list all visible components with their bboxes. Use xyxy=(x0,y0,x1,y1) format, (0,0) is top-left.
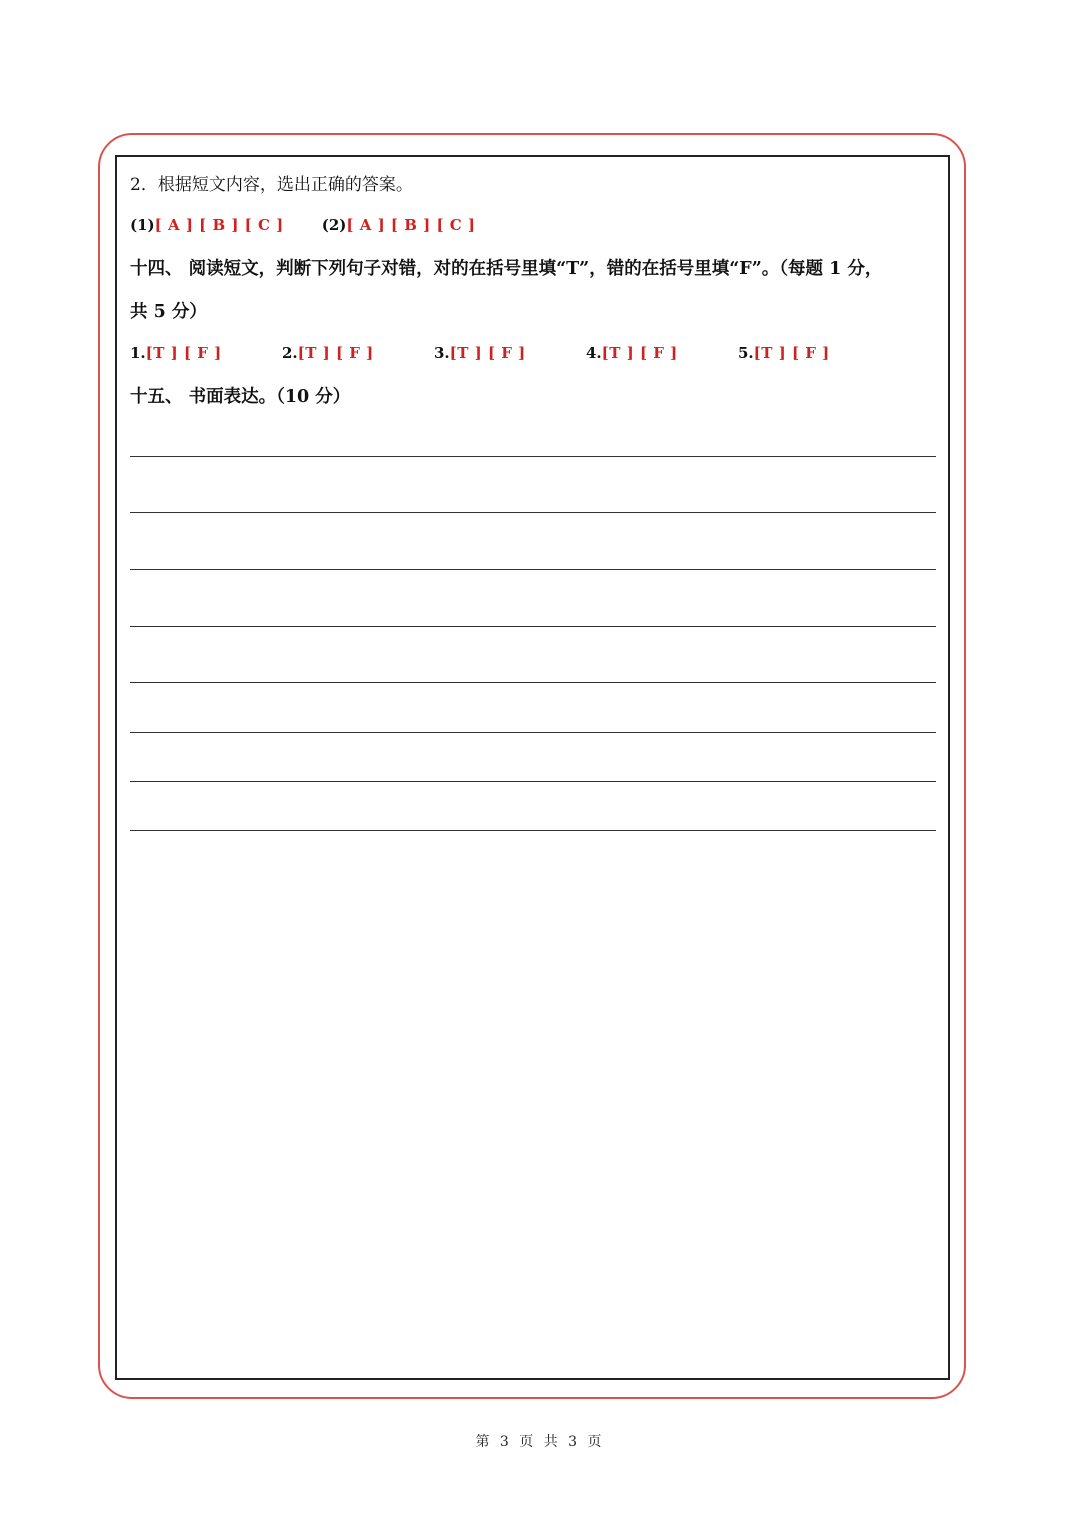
section-14-heading-cont: 共 5 分） xyxy=(130,302,207,322)
writing-line[interactable] xyxy=(130,626,936,627)
tf-item-2[interactable] xyxy=(282,344,434,362)
choice-number: (2) xyxy=(321,216,347,234)
writing-line[interactable] xyxy=(130,732,936,733)
choice-item-2[interactable] xyxy=(322,216,476,234)
tf-options[interactable]: [T ] [ F ] xyxy=(601,344,678,362)
tf-number: 5. xyxy=(738,344,754,362)
choice-item-1[interactable] xyxy=(130,216,284,234)
true-false-row xyxy=(130,344,890,362)
tf-item-3[interactable] xyxy=(434,344,586,362)
answer-sheet-inner-border xyxy=(115,155,950,1380)
tf-item-5[interactable] xyxy=(738,344,890,362)
section-14-heading: 十四、 阅读短文，判断下列句子对错，对的在括号里填“T”，错的在括号里填“F”。（每题 1 分， xyxy=(130,259,883,279)
tf-item-4[interactable] xyxy=(586,344,738,362)
tf-options[interactable]: [T ] [ F ] xyxy=(145,344,222,362)
tf-options[interactable]: [T ] [ F ] xyxy=(449,344,526,362)
writing-line[interactable] xyxy=(130,456,936,457)
writing-line[interactable] xyxy=(130,682,936,683)
tf-options[interactable]: [T ] [ F ] xyxy=(753,344,830,362)
tf-item-1[interactable] xyxy=(130,344,282,362)
writing-line[interactable] xyxy=(130,512,936,513)
choice-options[interactable]: [ A ] [ B ] [ C ] xyxy=(154,216,284,234)
writing-line[interactable] xyxy=(130,781,936,782)
question-2-prompt: 2．根据短文内容，选出正确的答案。 xyxy=(130,175,413,195)
choice-number: (1) xyxy=(130,216,155,234)
section-15-heading: 十五、 书面表达。（10 分） xyxy=(130,387,351,407)
tf-number: 2. xyxy=(282,344,298,362)
choice-options[interactable]: [ A ] [ B ] [ C ] xyxy=(346,216,476,234)
tf-options[interactable]: [T ] [ F ] xyxy=(297,344,374,362)
tf-number: 3. xyxy=(434,344,450,362)
tf-number: 4. xyxy=(586,344,602,362)
writing-line[interactable] xyxy=(130,830,936,831)
page-number-footer: 第 3 页 共 3 页 xyxy=(475,1434,605,1450)
tf-number: 1. xyxy=(130,344,146,362)
question-2-choices xyxy=(130,216,476,234)
writing-line[interactable] xyxy=(130,569,936,570)
